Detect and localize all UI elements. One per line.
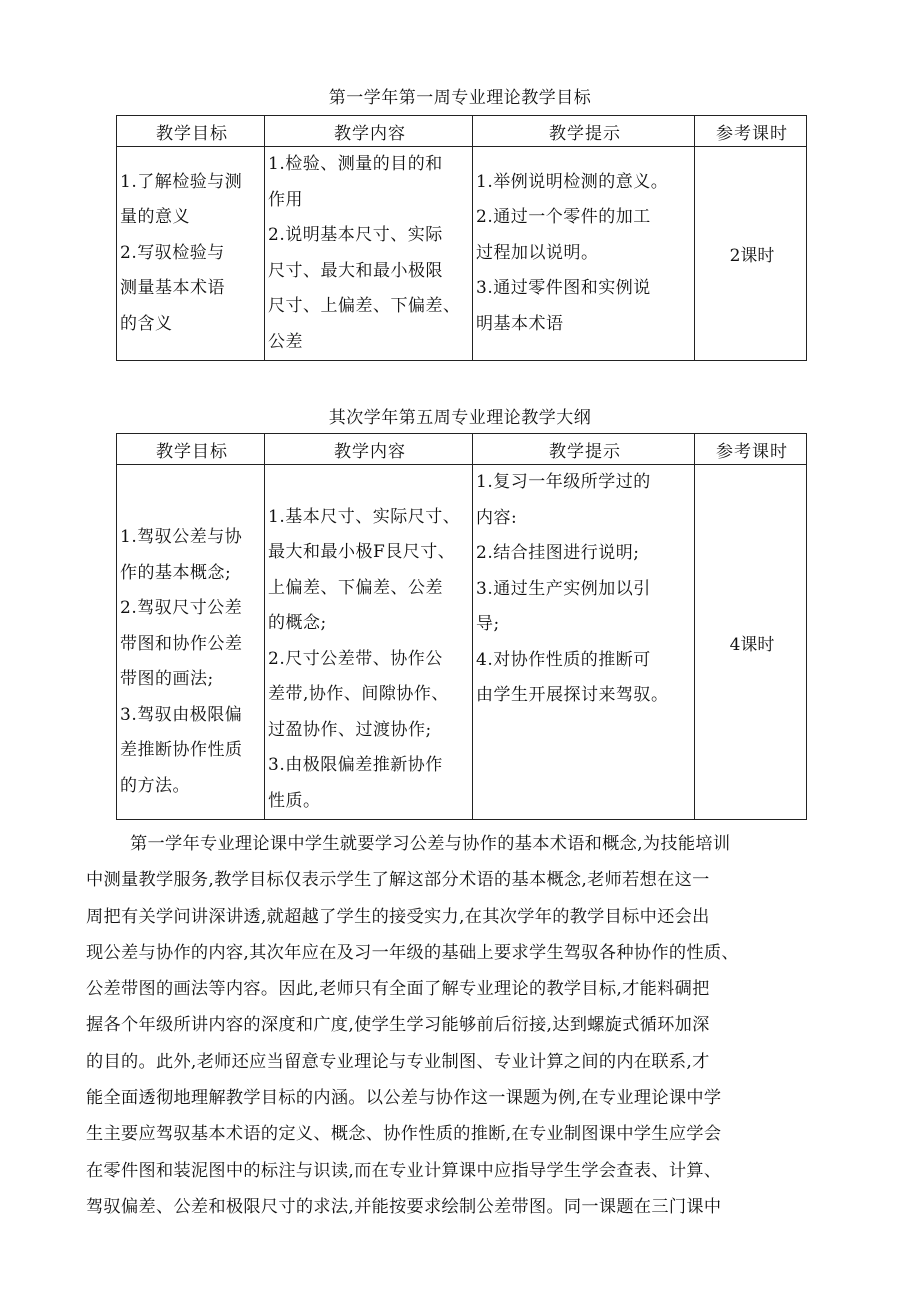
paragraph-line: 在零件图和装泥图中的标注与识读,而在专业计算课中应指导学生学会查表、计算、 [86, 1160, 722, 1181]
table1-header-row [117, 116, 807, 147]
table2-content-line: 最大和最小极F艮尺寸、 [268, 542, 456, 562]
table2-tips-line: 3.通过生产实例加以引 [476, 578, 651, 599]
table1-content-cell [265, 147, 473, 361]
table1-goal-line: 1.了解检验与测 [120, 171, 243, 192]
table2-hours-cell: 4课时 [695, 465, 807, 820]
table2-tips-cell [473, 465, 695, 820]
table2-content-line: 3.由极限偏差推新协作 [268, 755, 443, 775]
paragraph-line: 驾驭偏差、公差和极限尺寸的求法,并能按要求绘制公差带图。同一课题在三门课中 [86, 1196, 722, 1217]
table1-header-goal: 教学目标 [117, 116, 265, 147]
table2-content-cell [265, 465, 473, 820]
table2-goal-cell [117, 465, 265, 820]
table2-header-goal: 教学目标 [117, 434, 265, 465]
table2-content-line: 上偏差、下偏差、公差 [268, 577, 443, 598]
table1-content-line: 尺寸、上偏差、下偏差、 [268, 296, 461, 316]
paragraph-line: 握各个年级所讲内容的深度和广度,使学生学习能够前后衍接,达到螺旋式循环加深 [86, 1015, 710, 1036]
table1-tips-line: 3.通过零件图和实例说 [476, 278, 651, 299]
table1-content-line: 尺寸、最大和最小极限 [268, 260, 443, 281]
table2-header-hours: 参考课时 [695, 434, 807, 465]
table1-goal-line: 2.写驭检验与 [120, 242, 225, 263]
table2-content-line: 差带,协作、间隙协作、 [268, 684, 449, 704]
table1-tips-line: 1.举例说明检测的意义。 [476, 171, 669, 192]
table2-header-content: 教学内容 [265, 434, 473, 465]
table1-header-content: 教学内容 [265, 116, 473, 147]
table2-content-line: 的概念; [268, 613, 327, 633]
table1-content-line: 2.说明基本尺寸、实际 [268, 225, 443, 245]
paragraph-line: 公差带图的画法等内容。因此,老师只有全面了解专业理论的教学目标,才能料碉把 [86, 979, 710, 1000]
table1-goal-line: 的含义 [120, 313, 173, 334]
paragraph-line: 现公差与协作的内容,其次年应在及习一年级的基础上要求学生驾驭各种协作的性质、 [86, 942, 739, 963]
table1-content-line: 公差 [268, 331, 303, 352]
table1-content-line: 1.检验、测量的目的和 [268, 154, 443, 174]
table2-header-tips: 教学提示 [473, 434, 695, 465]
table2-goal-line: 差推断协作性质 [120, 740, 243, 760]
table1-tips-line: 明基本术语 [476, 313, 564, 334]
table1-header-hours: 参考课时 [695, 116, 807, 147]
table1-header-tips: 教学提示 [473, 116, 695, 147]
table2-goal-line: 2.驾驭尺寸公差 [120, 598, 243, 618]
paragraph-line: 周把有关学问讲深讲透,就超越了学生的接受实力,在其次学年的教学目标中还会出 [86, 906, 710, 927]
body-paragraph [86, 826, 838, 1225]
table2-tips-line: 2.结合挂图进行说明; [476, 543, 640, 563]
table1-content-line: 作用 [268, 189, 303, 210]
table2-content-line: 性质。 [268, 790, 321, 811]
paragraph-line: 的目的。此外,老师还应当留意专业理论与专业制图、专业计算之间的内在联系,才 [86, 1051, 710, 1072]
table2-content-line: 2.尺寸公差带、协作公 [268, 648, 443, 669]
table1-goal-line: 量的意义 [120, 207, 190, 228]
table2-tips-line: 由学生开展探讨来驾驭。 [476, 685, 669, 705]
table1 [116, 115, 807, 361]
table1-caption: 第一学年第一周专业理论教学目标 [328, 88, 592, 108]
table1-tips-cell [473, 147, 695, 361]
table2-row [117, 465, 807, 820]
table1-hours-cell: 2课时 [695, 147, 807, 361]
paragraph-line: 第一学年专业理论课中学生就要学习公差与协作的基本术语和概念,为技能培训 [130, 834, 731, 854]
table2-content-line: 过盈协作、过渡协作; [268, 719, 432, 740]
table2 [116, 433, 807, 820]
table2-goal-line: 1.驾驭公差与协 [120, 527, 243, 547]
table1-tips-line: 2.通过一个零件的加工 [476, 207, 651, 228]
table2-goal-line: 带图和协作公差 [120, 633, 243, 654]
table2-goal-line: 的方法。 [120, 775, 190, 796]
table1-tips-line: 过程加以说明。 [476, 242, 599, 263]
table1-goal-line: 测量基本术语 [120, 278, 225, 299]
table2-caption: 其次学年第五周专业理论教学大纲 [328, 408, 592, 428]
paragraph-line: 能全面透彻地理解教学目标的内涵。以公差与协作这一课题为例,在专业理论课中学 [86, 1088, 722, 1109]
table2-header-row [117, 434, 807, 465]
table2-tips-line: 4.对协作性质的推断可 [476, 649, 651, 670]
table2-goal-line: 作的基本概念; [120, 562, 232, 583]
table1-goal-cell [117, 147, 265, 361]
table2-goal-line: 带图的画法; [120, 669, 214, 689]
table2-tips-line: 1.复习一年级所学过的 [476, 472, 651, 492]
table1-row [117, 147, 807, 361]
table2-content-line: 1.基本尺寸、实际尺寸、 [268, 506, 461, 527]
paragraph-line: 中测量教学服务,教学目标仅表示学生了解这部分术语的基本概念,老师若想在这一 [86, 870, 710, 891]
table2-tips-line: 导; [476, 614, 500, 634]
paragraph-line: 生主要应驾驭基本术语的定义、概念、协作性质的推断,在专业制图课中学生应学会 [86, 1124, 722, 1145]
table2-goal-line: 3.驾驭由极限偏 [120, 704, 243, 725]
table2-tips-line: 内容: [476, 507, 518, 528]
